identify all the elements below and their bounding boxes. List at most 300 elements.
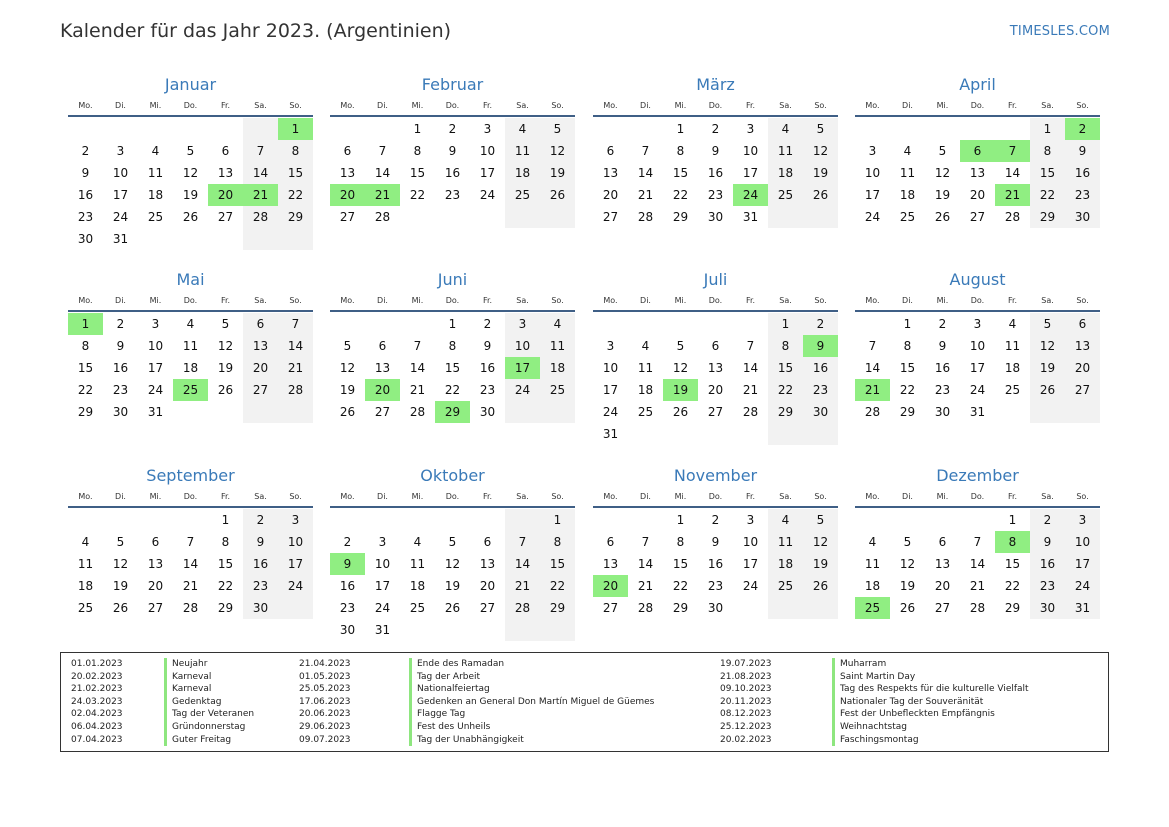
day-cell[interactable]: 7 xyxy=(746,339,755,353)
day-cell[interactable]: 14 xyxy=(374,166,391,180)
day-cell[interactable]: 30 xyxy=(1065,206,1100,228)
day-cell[interactable]: 24 xyxy=(864,210,881,224)
day-cell[interactable]: 29 xyxy=(768,401,803,423)
day-cell[interactable]: 2 xyxy=(1030,509,1065,531)
day-cell[interactable]: 5 xyxy=(803,509,838,531)
day-cell[interactable]: 25 xyxy=(77,601,94,615)
day-cell[interactable]: 4 xyxy=(903,144,912,158)
day-cell[interactable]: 30 xyxy=(339,623,356,637)
day-cell[interactable]: 11 xyxy=(409,557,426,571)
day-cell[interactable]: 18 xyxy=(864,579,881,593)
day-cell[interactable]: 12 xyxy=(444,557,461,571)
day-cell[interactable]: 14 xyxy=(637,166,654,180)
day-cell[interactable]: 18 xyxy=(637,383,654,397)
day-cell[interactable]: 26 xyxy=(112,601,129,615)
holiday-day-cell[interactable]: 1 xyxy=(278,118,313,140)
day-cell[interactable]: 26 xyxy=(540,184,575,206)
day-cell[interactable]: 3 xyxy=(278,509,313,531)
day-cell[interactable]: 17 xyxy=(112,188,129,202)
day-cell[interactable]: 24 xyxy=(479,188,496,202)
day-cell[interactable]: 28 xyxy=(374,210,391,224)
holiday-day-cell[interactable]: 9 xyxy=(330,553,365,575)
day-cell[interactable]: 20 xyxy=(934,579,951,593)
day-cell[interactable]: 22 xyxy=(77,383,94,397)
day-cell[interactable]: 11 xyxy=(540,335,575,357)
day-cell[interactable]: 9 xyxy=(483,339,492,353)
day-cell[interactable]: 7 xyxy=(505,531,540,553)
day-cell[interactable]: 2 xyxy=(711,513,720,527)
day-cell[interactable]: 7 xyxy=(243,140,278,162)
day-cell[interactable]: 2 xyxy=(938,317,947,331)
holiday-day-cell[interactable]: 21 xyxy=(855,379,890,401)
day-cell[interactable]: 19 xyxy=(1030,357,1065,379)
day-cell[interactable]: 30 xyxy=(243,597,278,619)
day-cell[interactable]: 6 xyxy=(1065,313,1100,335)
day-cell[interactable]: 20 xyxy=(147,579,164,593)
day-cell[interactable]: 10 xyxy=(112,166,129,180)
day-cell[interactable]: 13 xyxy=(934,557,951,571)
day-cell[interactable]: 1 xyxy=(221,513,230,527)
day-cell[interactable]: 26 xyxy=(899,601,916,615)
day-cell[interactable]: 28 xyxy=(505,597,540,619)
day-cell[interactable]: 26 xyxy=(182,210,199,224)
day-cell[interactable]: 28 xyxy=(637,601,654,615)
day-cell[interactable]: 19 xyxy=(934,188,951,202)
day-cell[interactable]: 22 xyxy=(444,383,461,397)
day-cell[interactable]: 27 xyxy=(243,379,278,401)
day-cell[interactable]: 14 xyxy=(864,361,881,375)
day-cell[interactable]: 22 xyxy=(899,383,916,397)
day-cell[interactable]: 14 xyxy=(637,557,654,571)
day-cell[interactable]: 28 xyxy=(409,405,426,419)
holiday-day-cell[interactable]: 20 xyxy=(208,184,243,206)
day-cell[interactable]: 19 xyxy=(899,579,916,593)
day-cell[interactable]: 15 xyxy=(217,557,234,571)
day-cell[interactable]: 7 xyxy=(973,535,982,549)
day-cell[interactable]: 15 xyxy=(444,361,461,375)
day-cell[interactable]: 10 xyxy=(742,144,759,158)
holiday-day-cell[interactable]: 8 xyxy=(995,531,1030,553)
day-cell[interactable]: 1 xyxy=(448,317,457,331)
day-cell[interactable]: 7 xyxy=(641,535,650,549)
day-cell[interactable]: 12 xyxy=(112,557,129,571)
day-cell[interactable]: 13 xyxy=(217,166,234,180)
day-cell[interactable]: 14 xyxy=(1004,166,1021,180)
day-cell[interactable]: 7 xyxy=(641,144,650,158)
day-cell[interactable]: 4 xyxy=(413,535,422,549)
day-cell[interactable]: 20 xyxy=(969,188,986,202)
day-cell[interactable]: 7 xyxy=(413,339,422,353)
day-cell[interactable]: 19 xyxy=(339,383,356,397)
day-cell[interactable]: 26 xyxy=(444,601,461,615)
day-cell[interactable]: 9 xyxy=(938,339,947,353)
day-cell[interactable]: 1 xyxy=(676,122,685,136)
day-cell[interactable]: 11 xyxy=(768,531,803,553)
day-cell[interactable]: 2 xyxy=(81,144,90,158)
day-cell[interactable]: 10 xyxy=(278,531,313,553)
day-cell[interactable]: 28 xyxy=(1004,210,1021,224)
day-cell[interactable]: 14 xyxy=(742,361,759,375)
day-cell[interactable]: 3 xyxy=(505,313,540,335)
day-cell[interactable]: 5 xyxy=(448,535,457,549)
day-cell[interactable]: 11 xyxy=(899,166,916,180)
day-cell[interactable]: 18 xyxy=(1004,361,1021,375)
day-cell[interactable]: 30 xyxy=(479,405,496,419)
day-cell[interactable]: 29 xyxy=(672,210,689,224)
day-cell[interactable]: 22 xyxy=(768,379,803,401)
day-cell[interactable]: 12 xyxy=(899,557,916,571)
day-cell[interactable]: 15 xyxy=(768,357,803,379)
day-cell[interactable]: 17 xyxy=(602,383,619,397)
day-cell[interactable]: 15 xyxy=(540,553,575,575)
day-cell[interactable]: 3 xyxy=(746,122,755,136)
day-cell[interactable]: 23 xyxy=(707,579,724,593)
day-cell[interactable]: 22 xyxy=(1030,184,1065,206)
day-cell[interactable]: 14 xyxy=(505,553,540,575)
day-cell[interactable]: 23 xyxy=(803,379,838,401)
holiday-day-cell[interactable]: 19 xyxy=(663,379,698,401)
day-cell[interactable]: 27 xyxy=(602,601,619,615)
day-cell[interactable]: 3 xyxy=(868,144,877,158)
day-cell[interactable]: 7 xyxy=(868,339,877,353)
day-cell[interactable]: 25 xyxy=(1004,383,1021,397)
day-cell[interactable]: 10 xyxy=(479,144,496,158)
day-cell[interactable]: 11 xyxy=(637,361,654,375)
day-cell[interactable]: 5 xyxy=(803,118,838,140)
day-cell[interactable]: 9 xyxy=(116,339,125,353)
day-cell[interactable]: 31 xyxy=(374,623,391,637)
day-cell[interactable]: 27 xyxy=(339,210,356,224)
day-cell[interactable]: 30 xyxy=(77,232,94,246)
day-cell[interactable]: 6 xyxy=(343,144,352,158)
day-cell[interactable]: 22 xyxy=(672,188,689,202)
day-cell[interactable]: 3 xyxy=(606,339,615,353)
day-cell[interactable]: 1 xyxy=(1008,513,1017,527)
day-cell[interactable]: 25 xyxy=(540,379,575,401)
day-cell[interactable]: 9 xyxy=(711,535,720,549)
day-cell[interactable]: 8 xyxy=(448,339,457,353)
day-cell[interactable]: 9 xyxy=(1065,140,1100,162)
day-cell[interactable]: 19 xyxy=(182,188,199,202)
day-cell[interactable]: 10 xyxy=(374,557,391,571)
day-cell[interactable]: 30 xyxy=(803,401,838,423)
day-cell[interactable]: 24 xyxy=(969,383,986,397)
holiday-day-cell[interactable]: 24 xyxy=(733,184,768,206)
day-cell[interactable]: 4 xyxy=(641,339,650,353)
day-cell[interactable]: 13 xyxy=(602,557,619,571)
day-cell[interactable]: 2 xyxy=(243,509,278,531)
day-cell[interactable]: 10 xyxy=(602,361,619,375)
day-cell[interactable]: 16 xyxy=(1030,553,1065,575)
day-cell[interactable]: 18 xyxy=(768,553,803,575)
day-cell[interactable]: 11 xyxy=(864,557,881,571)
day-cell[interactable]: 21 xyxy=(409,383,426,397)
day-cell[interactable]: 6 xyxy=(938,535,947,549)
day-cell[interactable]: 26 xyxy=(803,184,838,206)
day-cell[interactable]: 24 xyxy=(742,579,759,593)
day-cell[interactable]: 23 xyxy=(707,188,724,202)
day-cell[interactable]: 16 xyxy=(707,166,724,180)
day-cell[interactable]: 23 xyxy=(444,188,461,202)
day-cell[interactable]: 26 xyxy=(803,575,838,597)
day-cell[interactable]: 14 xyxy=(182,557,199,571)
day-cell[interactable]: 12 xyxy=(672,361,689,375)
day-cell[interactable]: 28 xyxy=(243,206,278,228)
day-cell[interactable]: 13 xyxy=(602,166,619,180)
day-cell[interactable]: 12 xyxy=(182,166,199,180)
day-cell[interactable]: 15 xyxy=(409,166,426,180)
day-cell[interactable]: 27 xyxy=(969,210,986,224)
day-cell[interactable]: 4 xyxy=(151,144,160,158)
day-cell[interactable]: 12 xyxy=(217,339,234,353)
day-cell[interactable]: 7 xyxy=(278,313,313,335)
holiday-day-cell[interactable]: 6 xyxy=(960,140,995,162)
day-cell[interactable]: 23 xyxy=(112,383,129,397)
day-cell[interactable]: 20 xyxy=(479,579,496,593)
holiday-day-cell[interactable]: 25 xyxy=(173,379,208,401)
day-cell[interactable]: 16 xyxy=(444,166,461,180)
day-cell[interactable]: 12 xyxy=(803,140,838,162)
day-cell[interactable]: 23 xyxy=(479,383,496,397)
day-cell[interactable]: 15 xyxy=(77,361,94,375)
day-cell[interactable]: 23 xyxy=(339,601,356,615)
day-cell[interactable]: 29 xyxy=(1030,206,1065,228)
day-cell[interactable]: 24 xyxy=(1065,575,1100,597)
day-cell[interactable]: 23 xyxy=(1065,184,1100,206)
day-cell[interactable]: 19 xyxy=(803,162,838,184)
day-cell[interactable]: 9 xyxy=(243,531,278,553)
day-cell[interactable]: 8 xyxy=(903,339,912,353)
day-cell[interactable]: 6 xyxy=(221,144,230,158)
day-cell[interactable]: 3 xyxy=(746,513,755,527)
day-cell[interactable]: 24 xyxy=(505,379,540,401)
day-cell[interactable]: 1 xyxy=(903,317,912,331)
day-cell[interactable]: 21 xyxy=(278,357,313,379)
day-cell[interactable]: 16 xyxy=(803,357,838,379)
day-cell[interactable]: 23 xyxy=(1030,575,1065,597)
day-cell[interactable]: 19 xyxy=(803,553,838,575)
day-cell[interactable]: 25 xyxy=(899,210,916,224)
day-cell[interactable]: 21 xyxy=(505,575,540,597)
day-cell[interactable]: 26 xyxy=(934,210,951,224)
day-cell[interactable]: 23 xyxy=(243,575,278,597)
day-cell[interactable]: 21 xyxy=(637,188,654,202)
holiday-day-cell[interactable]: 25 xyxy=(855,597,890,619)
day-cell[interactable]: 14 xyxy=(409,361,426,375)
day-cell[interactable]: 18 xyxy=(899,188,916,202)
day-cell[interactable]: 28 xyxy=(278,379,313,401)
day-cell[interactable]: 16 xyxy=(77,188,94,202)
day-cell[interactable]: 11 xyxy=(505,140,540,162)
day-cell[interactable]: 6 xyxy=(483,535,492,549)
day-cell[interactable]: 31 xyxy=(147,405,164,419)
day-cell[interactable]: 13 xyxy=(479,557,496,571)
day-cell[interactable]: 24 xyxy=(602,405,619,419)
day-cell[interactable]: 12 xyxy=(934,166,951,180)
day-cell[interactable]: 27 xyxy=(217,210,234,224)
day-cell[interactable]: 11 xyxy=(182,339,199,353)
day-cell[interactable]: 18 xyxy=(540,357,575,379)
day-cell[interactable]: 17 xyxy=(742,166,759,180)
day-cell[interactable]: 6 xyxy=(711,339,720,353)
day-cell[interactable]: 15 xyxy=(1030,162,1065,184)
day-cell[interactable]: 9 xyxy=(1030,531,1065,553)
day-cell[interactable]: 3 xyxy=(1065,509,1100,531)
day-cell[interactable]: 22 xyxy=(1004,579,1021,593)
day-cell[interactable]: 10 xyxy=(1065,531,1100,553)
day-cell[interactable]: 18 xyxy=(182,361,199,375)
day-cell[interactable]: 30 xyxy=(707,210,724,224)
holiday-day-cell[interactable]: 17 xyxy=(505,357,540,379)
day-cell[interactable]: 29 xyxy=(899,405,916,419)
day-cell[interactable]: 19 xyxy=(540,162,575,184)
day-cell[interactable]: 16 xyxy=(934,361,951,375)
day-cell[interactable]: 20 xyxy=(243,357,278,379)
day-cell[interactable]: 7 xyxy=(378,144,387,158)
holiday-day-cell[interactable]: 21 xyxy=(243,184,278,206)
day-cell[interactable]: 24 xyxy=(278,575,313,597)
day-cell[interactable]: 8 xyxy=(278,140,313,162)
day-cell[interactable]: 5 xyxy=(186,144,195,158)
day-cell[interactable]: 12 xyxy=(803,531,838,553)
day-cell[interactable]: 2 xyxy=(803,313,838,335)
day-cell[interactable]: 26 xyxy=(217,383,234,397)
day-cell[interactable]: 17 xyxy=(1065,553,1100,575)
day-cell[interactable]: 4 xyxy=(186,317,195,331)
day-cell[interactable]: 18 xyxy=(768,162,803,184)
day-cell[interactable]: 5 xyxy=(540,118,575,140)
day-cell[interactable]: 30 xyxy=(934,405,951,419)
day-cell[interactable]: 16 xyxy=(1065,162,1100,184)
day-cell[interactable]: 13 xyxy=(707,361,724,375)
day-cell[interactable]: 25 xyxy=(409,601,426,615)
day-cell[interactable]: 29 xyxy=(77,405,94,419)
day-cell[interactable]: 4 xyxy=(768,509,803,531)
holiday-day-cell[interactable]: 20 xyxy=(365,379,400,401)
day-cell[interactable]: 18 xyxy=(77,579,94,593)
day-cell[interactable]: 26 xyxy=(1030,379,1065,401)
day-cell[interactable]: 8 xyxy=(413,144,422,158)
day-cell[interactable]: 2 xyxy=(343,535,352,549)
day-cell[interactable]: 1 xyxy=(768,313,803,335)
day-cell[interactable]: 25 xyxy=(147,210,164,224)
day-cell[interactable]: 5 xyxy=(676,339,685,353)
day-cell[interactable]: 5 xyxy=(903,535,912,549)
holiday-day-cell[interactable]: 9 xyxy=(803,335,838,357)
day-cell[interactable]: 31 xyxy=(969,405,986,419)
day-cell[interactable]: 31 xyxy=(1065,597,1100,619)
day-cell[interactable]: 19 xyxy=(112,579,129,593)
day-cell[interactable]: 6 xyxy=(606,144,615,158)
day-cell[interactable]: 14 xyxy=(243,162,278,184)
day-cell[interactable]: 10 xyxy=(505,335,540,357)
day-cell[interactable]: 25 xyxy=(768,184,803,206)
day-cell[interactable]: 3 xyxy=(151,317,160,331)
holiday-day-cell[interactable]: 21 xyxy=(365,184,400,206)
day-cell[interactable]: 18 xyxy=(505,162,540,184)
day-cell[interactable]: 31 xyxy=(742,210,759,224)
day-cell[interactable]: 27 xyxy=(707,405,724,419)
day-cell[interactable]: 19 xyxy=(217,361,234,375)
day-cell[interactable]: 22 xyxy=(409,188,426,202)
day-cell[interactable]: 6 xyxy=(243,313,278,335)
day-cell[interactable]: 8 xyxy=(81,339,90,353)
day-cell[interactable]: 8 xyxy=(676,144,685,158)
day-cell[interactable]: 7 xyxy=(186,535,195,549)
holiday-day-cell[interactable]: 29 xyxy=(435,401,470,423)
day-cell[interactable]: 3 xyxy=(116,144,125,158)
day-cell[interactable]: 11 xyxy=(1004,339,1021,353)
day-cell[interactable]: 15 xyxy=(672,166,689,180)
day-cell[interactable]: 27 xyxy=(602,210,619,224)
day-cell[interactable]: 1 xyxy=(676,513,685,527)
day-cell[interactable]: 30 xyxy=(1030,597,1065,619)
day-cell[interactable]: 4 xyxy=(505,118,540,140)
day-cell[interactable]: 13 xyxy=(339,166,356,180)
day-cell[interactable]: 6 xyxy=(151,535,160,549)
day-cell[interactable]: 15 xyxy=(672,557,689,571)
day-cell[interactable]: 27 xyxy=(934,601,951,615)
day-cell[interactable]: 4 xyxy=(768,118,803,140)
brand-logo-text[interactable]: TIMESLES.COM xyxy=(1009,24,1110,39)
day-cell[interactable]: 29 xyxy=(217,601,234,615)
holiday-day-cell[interactable]: 20 xyxy=(593,575,628,597)
day-cell[interactable]: 8 xyxy=(540,531,575,553)
day-cell[interactable]: 23 xyxy=(77,210,94,224)
day-cell[interactable]: 13 xyxy=(1065,335,1100,357)
day-cell[interactable]: 27 xyxy=(374,405,391,419)
day-cell[interactable]: 8 xyxy=(1030,140,1065,162)
day-cell[interactable]: 28 xyxy=(637,210,654,224)
day-cell[interactable]: 8 xyxy=(221,535,230,549)
day-cell[interactable]: 20 xyxy=(602,188,619,202)
day-cell[interactable]: 20 xyxy=(1065,357,1100,379)
day-cell[interactable]: 15 xyxy=(278,162,313,184)
day-cell[interactable]: 21 xyxy=(742,383,759,397)
day-cell[interactable]: 25 xyxy=(505,184,540,206)
day-cell[interactable]: 27 xyxy=(479,601,496,615)
day-cell[interactable]: 8 xyxy=(768,335,803,357)
day-cell[interactable]: 16 xyxy=(339,579,356,593)
day-cell[interactable]: 10 xyxy=(969,339,986,353)
day-cell[interactable]: 28 xyxy=(182,601,199,615)
holiday-day-cell[interactable]: 21 xyxy=(995,184,1030,206)
day-cell[interactable]: 21 xyxy=(182,579,199,593)
day-cell[interactable]: 6 xyxy=(606,535,615,549)
day-cell[interactable]: 16 xyxy=(243,553,278,575)
day-cell[interactable]: 10 xyxy=(147,339,164,353)
day-cell[interactable]: 29 xyxy=(278,206,313,228)
day-cell[interactable]: 14 xyxy=(969,557,986,571)
day-cell[interactable]: 1 xyxy=(1030,118,1065,140)
day-cell[interactable]: 28 xyxy=(969,601,986,615)
day-cell[interactable]: 20 xyxy=(707,383,724,397)
day-cell[interactable]: 21 xyxy=(637,579,654,593)
day-cell[interactable]: 5 xyxy=(343,339,352,353)
day-cell[interactable]: 17 xyxy=(374,579,391,593)
day-cell[interactable]: 31 xyxy=(112,232,129,246)
day-cell[interactable]: 17 xyxy=(278,553,313,575)
day-cell[interactable]: 12 xyxy=(339,361,356,375)
day-cell[interactable]: 13 xyxy=(147,557,164,571)
day-cell[interactable]: 31 xyxy=(602,427,619,441)
day-cell[interactable]: 14 xyxy=(278,335,313,357)
day-cell[interactable]: 16 xyxy=(112,361,129,375)
day-cell[interactable]: 29 xyxy=(672,601,689,615)
day-cell[interactable]: 17 xyxy=(969,361,986,375)
day-cell[interactable]: 13 xyxy=(969,166,986,180)
day-cell[interactable]: 4 xyxy=(540,313,575,335)
